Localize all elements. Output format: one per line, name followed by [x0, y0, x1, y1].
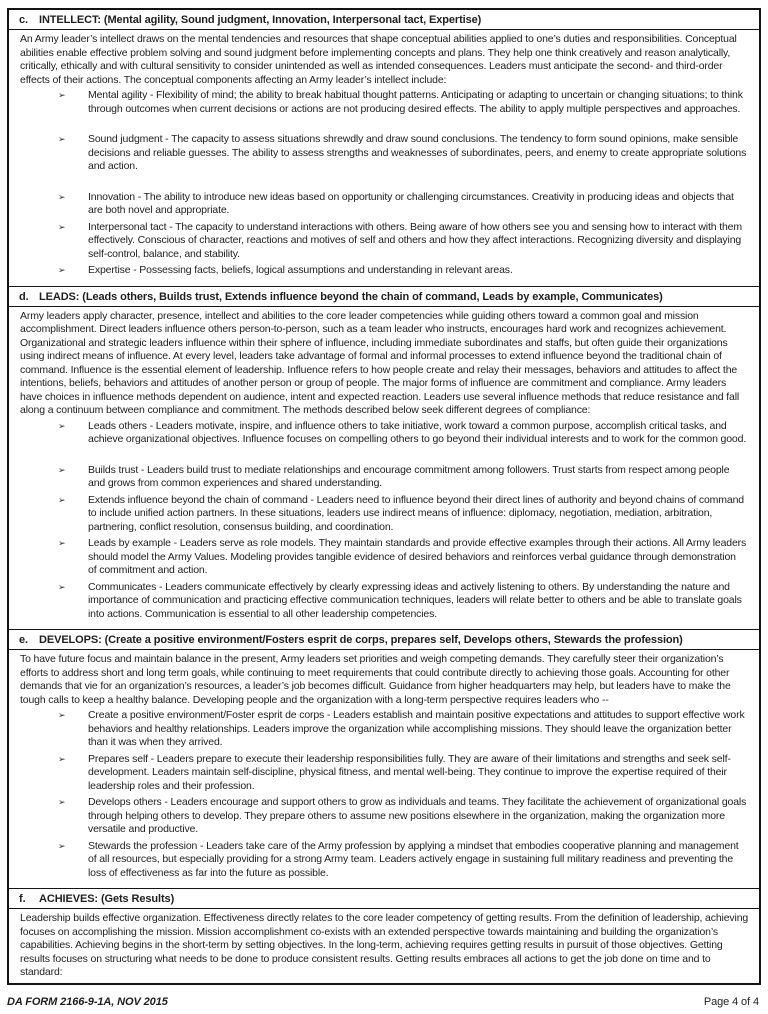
bullet-item [20, 753, 749, 794]
section-intro-paragraph: Leadership builds effective organization. Effectiveness directly relates to the core leader competency of getting results. From the definition of leadership, achieving focuses on accomplishing the mission. Mission accomplishment co-exists with an extended perspective towards maintaining and building the organization’s capabilities. Achieving begins in the short-term by setting objectives. In the long-term, achieving requires getting results in pursuit of those objectives. Getting results focuses on structuring what needs to be done to produce consistent results. Getting results embraces all actions to get the job done on time and to standard: [20, 912, 749, 978]
arrowhead-bullet-icon: ➢ [58, 494, 66, 505]
arrowhead-bullet-icon: ➢ [58, 265, 66, 275]
section-c [9, 10, 759, 286]
section-letter: f. [19, 893, 26, 905]
section-header [9, 629, 759, 650]
bullet-list [20, 982, 749, 986]
bullet-item [20, 982, 749, 986]
bullet-item [20, 464, 749, 491]
arrowhead-bullet-icon: ➢ [58, 90, 66, 100]
bullet-item [20, 709, 749, 750]
section-body [9, 909, 759, 985]
bullet-text: Stewards the profession - Leaders take care of the Army profession by applying a mindset that embodies cooperative planning and management of all resources, but especially providing for a strong Army team. Leaders actively engage in sustaining full military readiness and preventing the loss of effectiveness as far into the future as possible. [88, 839, 739, 879]
bullet-item [20, 420, 749, 447]
bullet-text [88, 982, 749, 986]
arrowhead-bullet-icon: ➢ [58, 464, 66, 475]
bullet-item [20, 494, 749, 535]
section-letter: d. [19, 290, 29, 303]
arrowhead-bullet-icon: ➢ [58, 581, 66, 592]
bullet-text: Mental agility - Flexibility of mind; the ability to break habitual thought patterns. Anticipating or adapting to uncertain or changing situations; to think through outcomes when current decisions or actions are not producing desired effects. The ability to apply multiple perspectives and approaches. [88, 89, 743, 115]
bullet-text: Communicates - Leaders communicate effectively by clearly expressing ideas and actively listening to others. By understanding the nature and importance of communication and practicing effective communication techniques, leaders will relate better to others and be able to translate goals into actions. Communication is essential to all other leadership competencies. [88, 580, 742, 620]
bullet-item [20, 840, 749, 881]
arrowhead-bullet-icon: ➢ [58, 710, 66, 720]
page-footer [7, 996, 759, 1008]
bullet-text: Expertise - Possessing facts, beliefs, logical assumptions and understanding in relevant areas. [88, 264, 513, 276]
arrowhead-bullet-icon: ➢ [58, 797, 66, 807]
bullet-text: Sound judgment - The capacity to assess situations shrewdly and draw sound conclusions. The tendency to form sound opinions, make sensible decisions and reliable guesses. The ability to assess strengths and weaknesses of subordinates, peers, and enemy to create appropriate solutions and action. [88, 133, 747, 172]
bullet-list [20, 89, 749, 278]
bullet-item [20, 221, 749, 262]
arrowhead-bullet-icon: ➢ [58, 134, 66, 144]
bullet-item [20, 581, 749, 622]
bullet-text: Leads others - Leaders motivate, inspire, and influence others to take initiative, work toward a common purpose, accomplish critical tasks, and achieve organizational objectives. Influence focuses on compelling others to go beyond their individual interests and to work for the common good. [88, 419, 747, 445]
bullet-list [20, 709, 749, 880]
form-content-border [7, 8, 761, 985]
bullet-item [20, 264, 749, 278]
bullet-item [20, 133, 749, 174]
section-title: DEVELOPS: (Create a positive environment/Fosters esprit de corps, prepares self, Develops others, Stewards the profession) [39, 634, 683, 646]
bullet-text: Builds trust - Leaders build trust to mediate relationships and encourage commitment among followers. Trust starts from respect among people and grows from common experiences and shared understanding. [88, 463, 730, 489]
section-e [9, 629, 759, 888]
form-number: DA FORM 2166-9-1A, NOV 2015 [7, 996, 168, 1008]
bullet-text: Innovation - The ability to introduce new ideas based on opportunity or challenging circumstances. Creativity in producing ideas and objects that are both novel and appropriate. [88, 190, 734, 216]
section-header [9, 888, 759, 909]
section-letter: c. [19, 14, 28, 26]
arrowhead-bullet-icon: ➢ [58, 191, 66, 202]
section-body [9, 307, 759, 630]
sections-container [9, 10, 759, 985]
section-title: LEADS: (Leads others, Builds trust, Extends influence beyond the chain of command, Leads by example, Communicates) [39, 290, 663, 303]
section-body [9, 650, 759, 888]
bullet-text: Prepares self - Leaders prepare to execute their leadership responsibilities fully. They are aware of their limitations and strengths and seek self-development. Leaders maintain self-discipline, physical fitness, and mental well-being. They continue to improve the expertise required of their leadership roles and their profession. [88, 752, 731, 792]
bullet-item [20, 537, 749, 578]
bullet-text: Extends influence beyond the chain of command - Leaders need to influence beyond their direct lines of authority and beyond chains of command to include unified action partners. In these situations, leaders use indirect means of influence: diplomacy, negotiation, mediation, arbitration, partnering, conflict resolution, consensus building, and coordination. [88, 493, 744, 533]
arrowhead-bullet-icon: ➢ [58, 840, 66, 851]
bullet-text: Create a positive environment/Foster esprit de corps - Leaders establish and maintain positive expectations and attitudes to support effective work behaviors and healthy relationships. Leaders improve the organization while accomplishing missions. They should leave the organization better than it was when they arrived. [88, 709, 745, 748]
bullet-text: Interpersonal tact - The capacity to understand interactions with others. Being aware of how others see you and sensing how to interact with them effectively. Conscious of character, reactions and motives of self and others and how they affect interactions. Recognizing diversity and displaying self-control, balance, and stability. [88, 220, 742, 260]
arrowhead-bullet-icon: ➢ [58, 420, 66, 431]
section-header [9, 10, 759, 30]
section-intro-paragraph: Army leaders apply character, presence, intellect and abilities to the core leader competencies while guiding others toward a common goal and mission accomplishment. Direct leaders influence others person-to-person, such as a team leader who instructs, encourages hard work and recognizes achievement. Organizational and strategic leaders influence within their sphere of influence, including immediate subordinates and staffs, but often guide their organizations using indirect means of influence. At every level, leaders take advantage of formal and informal processes to extend influence beyond the traditional chain of command. Influence is the essential element of leadership. Influence refers to how people create and relay their messages, behaviors and attitudes to affect the intentions, beliefs, behaviors and attitudes of another person or group of people. The major forms of influence are commitment and compliance. Army leaders have choices in influence methods dependent on audience, intent and expected reaction. Leaders use several influence methods that reduce resistance and fall along a continuum between compliance and commitment. The methods described below seek different degrees of compliance: [20, 309, 740, 416]
bullet-item [20, 191, 749, 218]
section-intro-paragraph: An Army leader’s intellect draws on the mental tendencies and resources that shape conceptual abilities applied to one’s duties and responsibilities. Conceptual abilities enable effective problem solving and sound judgment before implementing concepts and plans. They help one think creatively and reason analytically, critically, ethically and with cultural sensitivity to consider unintended as well as intended consequences. Leaders must anticipate the second- and third-order effects of their actions. The conceptual components affecting an Army leader’s intellect include: [20, 33, 737, 86]
arrowhead-bullet-icon: ➢ [58, 221, 66, 232]
bullet-item [20, 796, 749, 837]
section-f [9, 888, 759, 985]
bullet-item [20, 89, 749, 116]
arrowhead-bullet-icon: ➢ [58, 538, 66, 548]
section-d [9, 286, 759, 630]
bullet-text: Leads by example - Leaders serve as role models. They maintain standards and provide effective examples through their actions. All Army leaders should model the Army Values. Modeling provides tangible evidence of desired behaviors and reinforces verbal guidance through demonstration of commitment and action. [88, 537, 747, 576]
bullet-text: Develops others - Leaders encourage and support others to grow as individuals and teams. They facilitate the achievement of organizational goals through helping others to develop. They prepare others to assume new positions elsewhere in the organization, making the organization more versatile and productive. [88, 796, 747, 835]
section-title: INTELLECT: (Mental agility, Sound judgment, Innovation, Interpersonal tact, Expertise) [39, 14, 482, 26]
arrowhead-bullet-icon [58, 982, 88, 986]
section-title: ACHIEVES: (Gets Results) [39, 893, 175, 905]
arrowhead-bullet-icon: ➢ [58, 753, 66, 764]
page-number: Page 4 of 4 [703, 996, 759, 1008]
section-letter: e. [19, 634, 28, 646]
section-intro-paragraph: To have future focus and maintain balance in the present, Army leaders set priorities and weigh competing demands. They carefully steer their organization’s efforts to address short and long term goals, while continuing to meet requirements that could contribute directly to achieving those goals. Accounting for other demands that vie for an organization’s resources, a leader’s job becomes difficult. Guidance from higher headquarters may help, but leaders have to make the tough calls to keep a healthy balance. Developing people and the organization with a long-term perspective requires leaders who -- [20, 653, 731, 706]
section-header [9, 286, 759, 307]
section-body [9, 30, 759, 286]
bullet-list [20, 420, 749, 622]
